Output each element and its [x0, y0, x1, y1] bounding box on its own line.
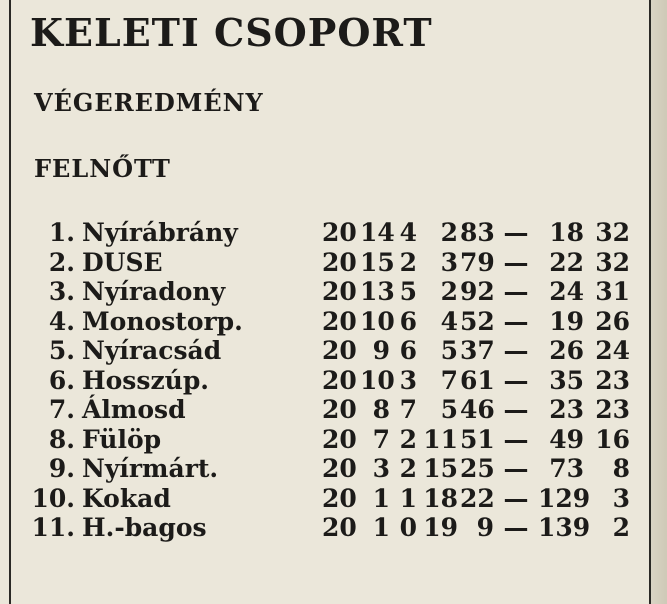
goals-against-cell: 26	[549, 336, 584, 365]
wins-cell: 1	[372, 513, 390, 542]
wins-cell: 15	[360, 247, 395, 277]
wins-cell: 8	[372, 395, 390, 424]
goal-separator: —	[503, 277, 529, 306]
rank-cell: 9.	[48, 454, 75, 483]
draws-cell: 6	[399, 336, 417, 365]
draws-cell: 3	[399, 365, 417, 395]
points-cell: 8	[612, 454, 630, 483]
points-cell: 2	[612, 513, 630, 542]
wins-cell: 7	[372, 424, 390, 454]
goals-against-cell: 49	[549, 424, 584, 454]
points-cell: 32	[595, 218, 630, 247]
losses-cell: 18	[423, 483, 458, 513]
wins-cell: 10	[360, 306, 395, 336]
goal-separator: —	[503, 513, 529, 542]
standings-table	[0, 218, 649, 543]
goals-for-cell: 46	[460, 395, 495, 424]
played-cell: 20	[322, 424, 357, 454]
goals-for-cell: 79	[460, 247, 495, 277]
goals-against-cell: 139	[538, 513, 591, 542]
wins-cell: 14	[360, 218, 395, 247]
goals-against-cell: 73	[549, 454, 584, 483]
goal-separator: —	[503, 336, 529, 365]
goal-separator: —	[503, 424, 529, 454]
draws-cell: 4	[399, 218, 417, 247]
played-cell: 20	[322, 277, 357, 306]
table-row	[0, 366, 649, 396]
rank-cell: 10.	[31, 483, 75, 513]
goals-against-cell: 129	[538, 483, 591, 513]
team-cell: DUSE	[82, 247, 163, 277]
draws-cell: 2	[399, 424, 417, 454]
team-cell: Hosszúp.	[82, 365, 210, 395]
goals-against-cell: 24	[549, 277, 584, 306]
draws-cell: 0	[399, 513, 417, 542]
category-heading: FELNŐTT	[34, 154, 171, 183]
goal-separator: —	[503, 247, 529, 277]
draws-cell: 6	[399, 306, 417, 336]
points-cell: 3	[612, 483, 630, 513]
played-cell: 20	[322, 218, 357, 247]
table-row	[0, 395, 649, 425]
wins-cell: 13	[360, 277, 395, 306]
goals-for-cell: 25	[460, 454, 495, 483]
wins-cell: 10	[360, 365, 395, 395]
draws-cell: 1	[399, 483, 417, 513]
played-cell: 20	[322, 306, 357, 336]
points-cell: 31	[595, 277, 630, 306]
team-cell: Nyíracsád	[82, 336, 222, 365]
adjacent-column-edge	[651, 0, 667, 604]
goals-for-cell: 52	[460, 306, 495, 336]
points-cell: 32	[595, 247, 630, 277]
goals-against-cell: 18	[549, 218, 584, 247]
table-row	[0, 425, 649, 455]
table-row	[0, 277, 649, 307]
losses-cell: 5	[440, 395, 458, 424]
points-cell: 24	[595, 336, 630, 365]
losses-cell: 7	[440, 365, 458, 395]
draws-cell: 2	[399, 247, 417, 277]
team-cell: H.-bagos	[82, 513, 207, 542]
goals-for-cell: 92	[460, 277, 495, 306]
played-cell: 20	[322, 247, 357, 277]
goals-against-cell: 23	[549, 395, 584, 424]
team-cell: Nyírábrány	[82, 218, 238, 247]
losses-cell: 15	[423, 454, 458, 483]
played-cell: 20	[322, 336, 357, 365]
group-title: KELETI CSOPORT	[30, 10, 433, 55]
goals-for-cell: 22	[460, 483, 495, 513]
goals-for-cell: 37	[460, 336, 495, 365]
rank-cell: 2.	[48, 247, 75, 277]
rank-cell: 3.	[48, 277, 75, 306]
team-cell: Nyíradony	[82, 277, 226, 306]
goal-separator: —	[503, 365, 529, 395]
played-cell: 20	[322, 483, 357, 513]
goals-for-cell: 61	[460, 365, 495, 395]
played-cell: 20	[322, 513, 357, 542]
goals-against-cell: 19	[549, 306, 584, 336]
goal-separator: —	[503, 218, 529, 247]
goal-separator: —	[503, 454, 529, 483]
points-cell: 16	[595, 424, 630, 454]
points-cell: 23	[595, 365, 630, 395]
wins-cell: 3	[372, 454, 390, 483]
goal-separator: —	[503, 306, 529, 336]
rank-cell: 11.	[31, 513, 75, 542]
goals-for-cell: 9	[476, 513, 494, 542]
team-cell: Monostorp.	[82, 306, 243, 336]
draws-cell: 5	[399, 277, 417, 306]
rank-cell: 1.	[48, 218, 75, 247]
rank-cell: 7.	[48, 395, 75, 424]
losses-cell: 19	[423, 513, 458, 542]
rank-cell: 4.	[48, 306, 75, 336]
goals-for-cell: 83	[460, 218, 495, 247]
losses-cell: 2	[440, 218, 458, 247]
points-cell: 26	[595, 306, 630, 336]
team-cell: Kokad	[82, 483, 171, 513]
table-row	[0, 307, 649, 337]
losses-cell: 2	[440, 277, 458, 306]
losses-cell: 11	[423, 424, 458, 454]
table-row	[0, 484, 649, 514]
losses-cell: 4	[440, 306, 458, 336]
table-row	[0, 336, 649, 366]
table-row	[0, 454, 649, 484]
team-cell: Nyírmárt.	[82, 454, 219, 483]
played-cell: 20	[322, 365, 357, 395]
goal-separator: —	[503, 483, 529, 513]
team-cell: Álmosd	[82, 395, 186, 424]
points-cell: 23	[595, 395, 630, 424]
rank-cell: 5.	[48, 336, 75, 365]
table-row	[0, 248, 649, 278]
draws-cell: 2	[399, 454, 417, 483]
table-row	[0, 513, 649, 543]
table-row	[0, 218, 649, 248]
goals-against-cell: 35	[549, 365, 584, 395]
wins-cell: 1	[372, 483, 390, 513]
team-cell: Fülöp	[82, 424, 162, 454]
rank-cell: 6.	[48, 365, 75, 395]
losses-cell: 5	[440, 336, 458, 365]
goals-against-cell: 22	[549, 247, 584, 277]
played-cell: 20	[322, 395, 357, 424]
draws-cell: 7	[399, 395, 417, 424]
goal-separator: —	[503, 395, 529, 424]
rank-cell: 8.	[48, 424, 75, 454]
final-results-heading: VÉGEREDMÉNY	[34, 88, 264, 117]
played-cell: 20	[322, 454, 357, 483]
wins-cell: 9	[372, 336, 390, 365]
losses-cell: 3	[440, 247, 458, 277]
goals-for-cell: 51	[460, 424, 495, 454]
